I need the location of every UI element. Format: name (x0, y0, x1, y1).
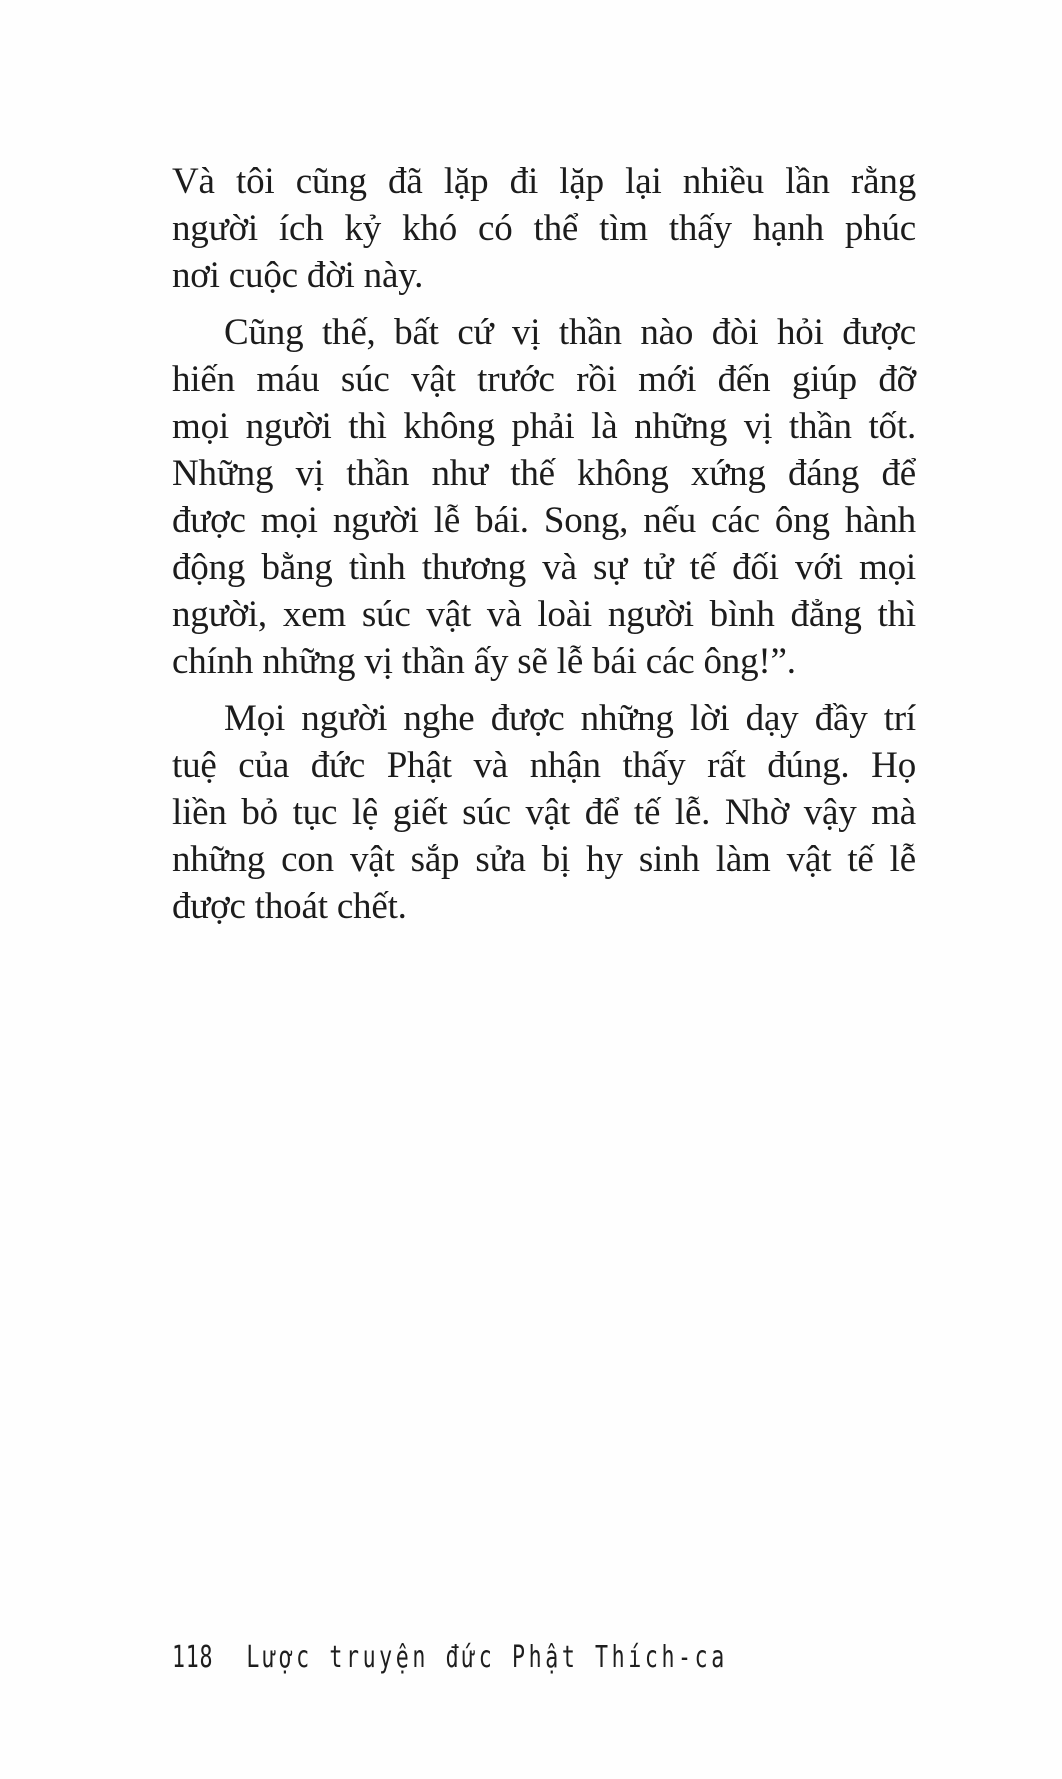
text-line: Những vị thần như thế không xứng đáng để (172, 453, 916, 494)
running-title: Lược truyện đức Phật Thích-ca (246, 1640, 728, 1675)
text-line: Và tôi cũng đã lặp đi lặp lại nhiều lần rằng (172, 161, 916, 202)
text-line: tuệ của đức Phật và nhận thấy rất đúng. Họ (172, 745, 916, 786)
paragraph-3 (172, 695, 916, 930)
page-body (172, 158, 916, 930)
text-line: Mọi người nghe được những lời dạy đầy trí (224, 698, 916, 739)
text-line: được mọi người lễ bái. Song, nếu các ông hành (172, 500, 916, 541)
page-number: 118 (172, 1640, 214, 1675)
text-line: Cũng thế, bất cứ vị thần nào đòi hỏi được (224, 312, 916, 353)
text-line: được thoát chết. (172, 886, 407, 927)
paragraph-2 (172, 309, 916, 685)
text-line: những con vật sắp sửa bị hy sinh làm vật tế lễ (172, 839, 916, 880)
text-line: động bằng tình thương và sự tử tế đối với mọi (172, 547, 916, 588)
text-line: chính những vị thần ấy sẽ lễ bái các ông!”. (172, 641, 796, 682)
text-line: mọi người thì không phải là những vị thần tốt. (172, 406, 916, 447)
text-line: hiến máu súc vật trước rồi mới đến giúp đỡ (172, 359, 916, 400)
text-line: người, xem súc vật và loài người bình đẳng thì (172, 594, 916, 635)
text-line: nơi cuộc đời này. (172, 255, 424, 296)
text-line: liền bỏ tục lệ giết súc vật để tế lễ. Nhờ vậy mà (172, 792, 916, 833)
paragraph-1 (172, 158, 916, 299)
page-footer (172, 1640, 728, 1676)
text-line: người ích kỷ khó có thể tìm thấy hạnh phúc (172, 208, 916, 249)
